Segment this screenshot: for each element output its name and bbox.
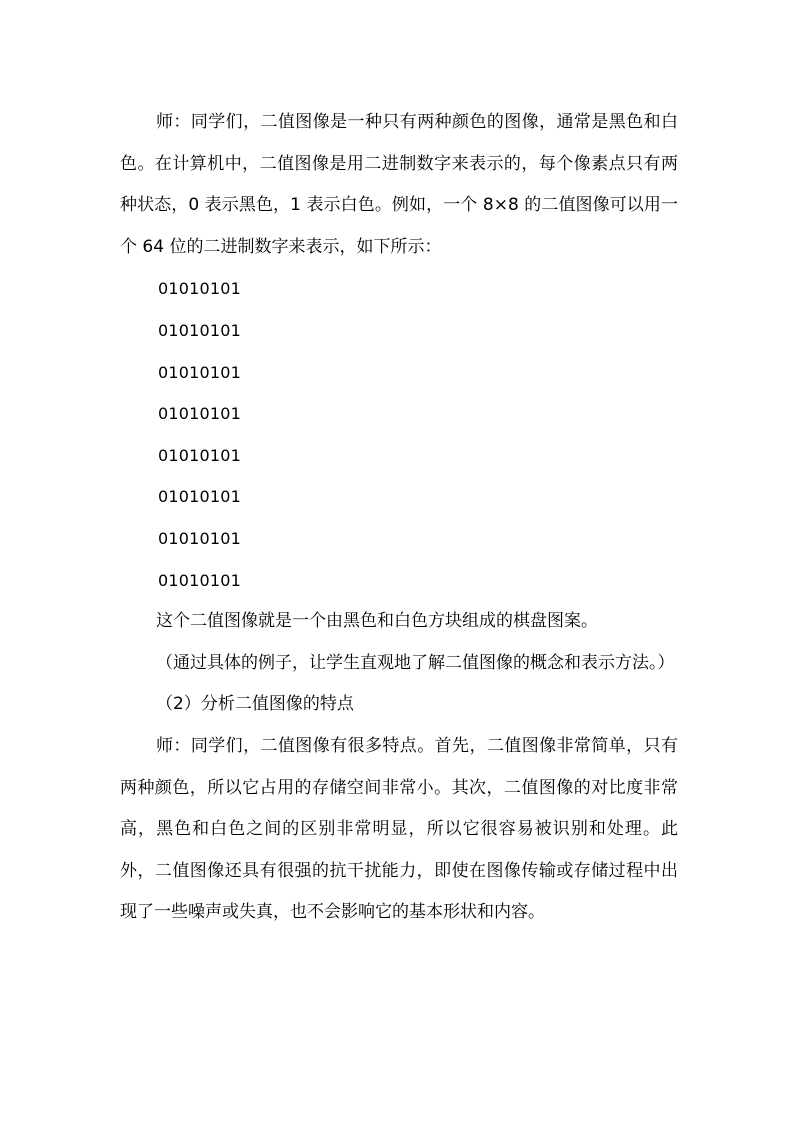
binary-block bbox=[120, 268, 678, 601]
section-heading: （2）分析二值图像的特点 bbox=[156, 694, 354, 715]
binary-row: 01010101 bbox=[158, 404, 242, 424]
binary-row: 01010101 bbox=[158, 487, 242, 507]
binary-row: 01010101 bbox=[158, 279, 242, 299]
document-body bbox=[120, 102, 678, 934]
binary-row: 01010101 bbox=[158, 528, 242, 548]
intro-paragraph: 师：同学们，二值图像是一种只有两种颜色的图像，通常是黑色和白色。在计算机中，二值图像是用二进制数字来表示的，每个像素点只有两种状态，0 表示黑色，1 表示白色。例如，一个 8×8 的二值图像可以用一个 64 位的二进制数字来表示，如下所示： bbox=[120, 112, 678, 257]
binary-row: 01010101 bbox=[158, 362, 242, 382]
features-paragraph: 师：同学们，二值图像有很多特点。首先，二值图像非常简单，只有两种颜色，所以它占用的存储空间非常小。其次，二值图像的对比度非常高，黑色和白色之间的区别非常明显，所以它很容易被识别和处理。此外，二值图像还具有很强的抗干扰能力，即使在图像传输或存储过程中出现了一些噪声或失真，也不会影响它的基本形状和内容。 bbox=[120, 735, 678, 923]
checkerboard-description: 这个二值图像就是一个由黑色和白色方块组成的棋盘图案。 bbox=[156, 611, 598, 632]
binary-row: 01010101 bbox=[158, 570, 242, 590]
binary-row: 01010101 bbox=[158, 445, 242, 465]
binary-row: 01010101 bbox=[158, 320, 242, 340]
teaching-note: （通过具体的例子，让学生直观地了解二值图像的概念和表示方法。） bbox=[156, 652, 675, 673]
